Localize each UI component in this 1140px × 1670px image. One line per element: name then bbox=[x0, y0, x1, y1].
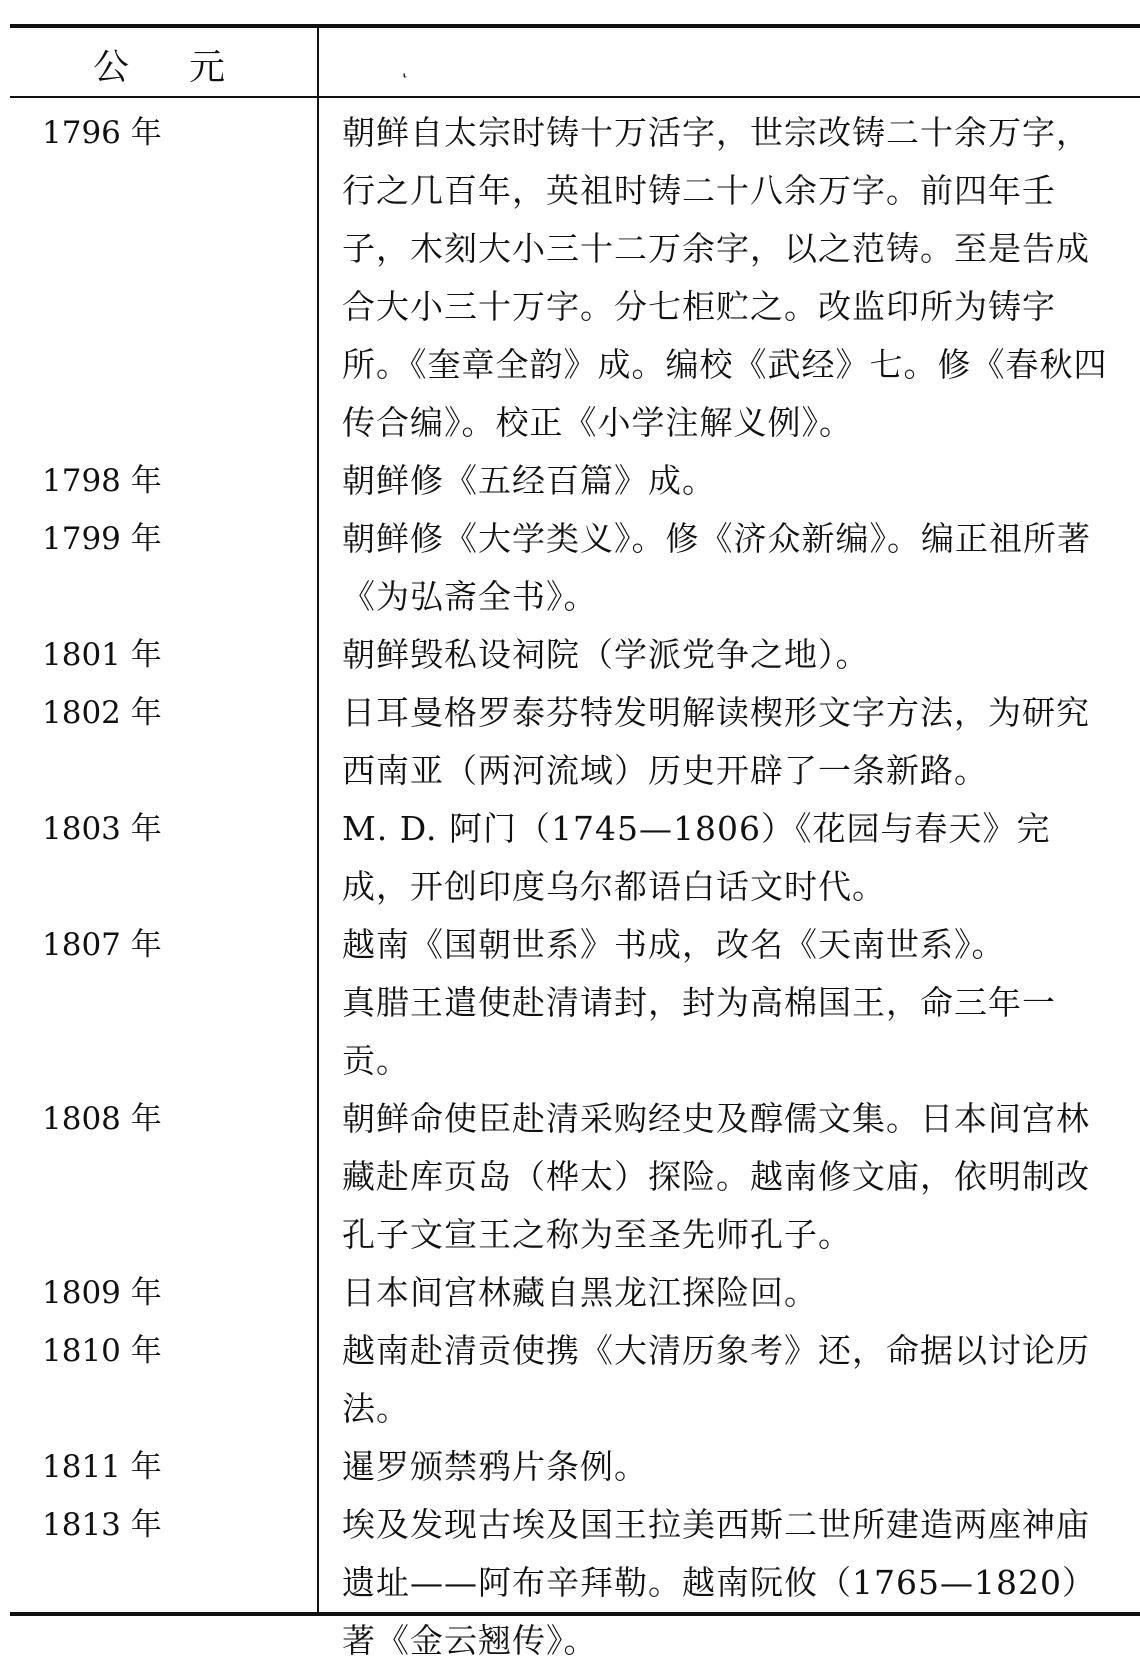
table-row bbox=[0, 1438, 1140, 1496]
row-year: 1813 年 bbox=[42, 1507, 162, 1543]
row-year: 1807 年 bbox=[42, 927, 162, 963]
row-event-text: 日耳曼格罗泰芬特发明解读楔形文字方法，为研究西南亚（两河流域）历史开辟了一条新路。 bbox=[342, 693, 1090, 790]
row-year: 1802 年 bbox=[42, 695, 162, 731]
row-event-text: 朝鲜毁私设祠院（学派党争之地）。 bbox=[342, 635, 870, 674]
table-body bbox=[0, 104, 1140, 1670]
row-year: 1809 年 bbox=[42, 1275, 162, 1311]
row-year: 1798 年 bbox=[42, 463, 162, 499]
table-row bbox=[0, 916, 1140, 974]
row-event-text: 越南赴清贡使携《大清历象考》还，命据以讨论历法。 bbox=[342, 1331, 1090, 1428]
table-row bbox=[0, 510, 1140, 626]
row-event-text: 越南《国朝世系》书成，改名《天南世系》。 bbox=[342, 925, 1006, 964]
row-year: 1801 年 bbox=[42, 637, 162, 673]
table-row bbox=[0, 1090, 1140, 1264]
row-year: 1810 年 bbox=[42, 1333, 162, 1369]
row-event-text: 朝鲜自太宗时铸十万活字，世宗改铸二十余万字，行之几百年，英祖时铸二十八余万字。前四年壬子，木刻大小三十二万余字，以之范铸。至是告成合大小三十万字。分七柜贮之。改监印所为铸字所。《奎章全韵》成。编校《武经》七。修《春秋四传合编》。校正《小学注解义例》。 bbox=[342, 113, 1108, 442]
row-event-text: M. D. 阿门（1745—1806）《花园与春天》完成，开创印度乌尔都语白话文时代。 bbox=[342, 809, 1051, 906]
table-row bbox=[0, 1264, 1140, 1322]
row-event-text: 朝鲜修《大学类义》。修《济众新编》。编正祖所著《为弘斋全书》。 bbox=[342, 519, 1091, 616]
table-top-rule bbox=[10, 24, 1140, 28]
row-year bbox=[0, 974, 318, 1090]
table-row bbox=[0, 104, 1140, 452]
table-row bbox=[0, 800, 1140, 916]
table-row bbox=[0, 1322, 1140, 1438]
table-row bbox=[0, 452, 1140, 510]
table-row bbox=[0, 684, 1140, 800]
row-year: 1803 年 bbox=[42, 811, 162, 847]
row-year: 1796 年 bbox=[42, 115, 162, 151]
row-event-text: 暹罗颁禁鸦片条例。 bbox=[342, 1447, 648, 1486]
table-header-rule bbox=[10, 96, 1140, 98]
row-year: 1808 年 bbox=[42, 1101, 162, 1137]
row-event-text: 日本间宫林藏自黑龙江探险回。 bbox=[342, 1273, 818, 1312]
row-event-text: 朝鲜命使臣赴清采购经史及醇儒文集。日本间宫林藏赴库页岛（桦太）探险。越南修文庙，依明制改孔子文宣王之称为至圣先师孔子。 bbox=[342, 1099, 1090, 1254]
table-row bbox=[0, 1496, 1140, 1670]
table-row bbox=[0, 974, 1140, 1090]
row-year: 1799 年 bbox=[42, 521, 162, 557]
header-event-label bbox=[320, 34, 1120, 94]
row-year: 1811 年 bbox=[42, 1449, 162, 1485]
row-event-text: 朝鲜修《五经百篇》成。 bbox=[342, 461, 716, 500]
row-event-text: 真腊王遣使赴清请封，封为高棉国王，命三年一贡。 bbox=[342, 983, 1056, 1080]
table-row bbox=[0, 626, 1140, 684]
row-event-text: 埃及发现古埃及国王拉美西斯二世所建造两座神庙遗址——阿布辛拜勒。越南阮攸（1765—1820）著《金云翘传》。 bbox=[342, 1505, 1096, 1660]
header-year-label: 公元 bbox=[92, 46, 285, 88]
